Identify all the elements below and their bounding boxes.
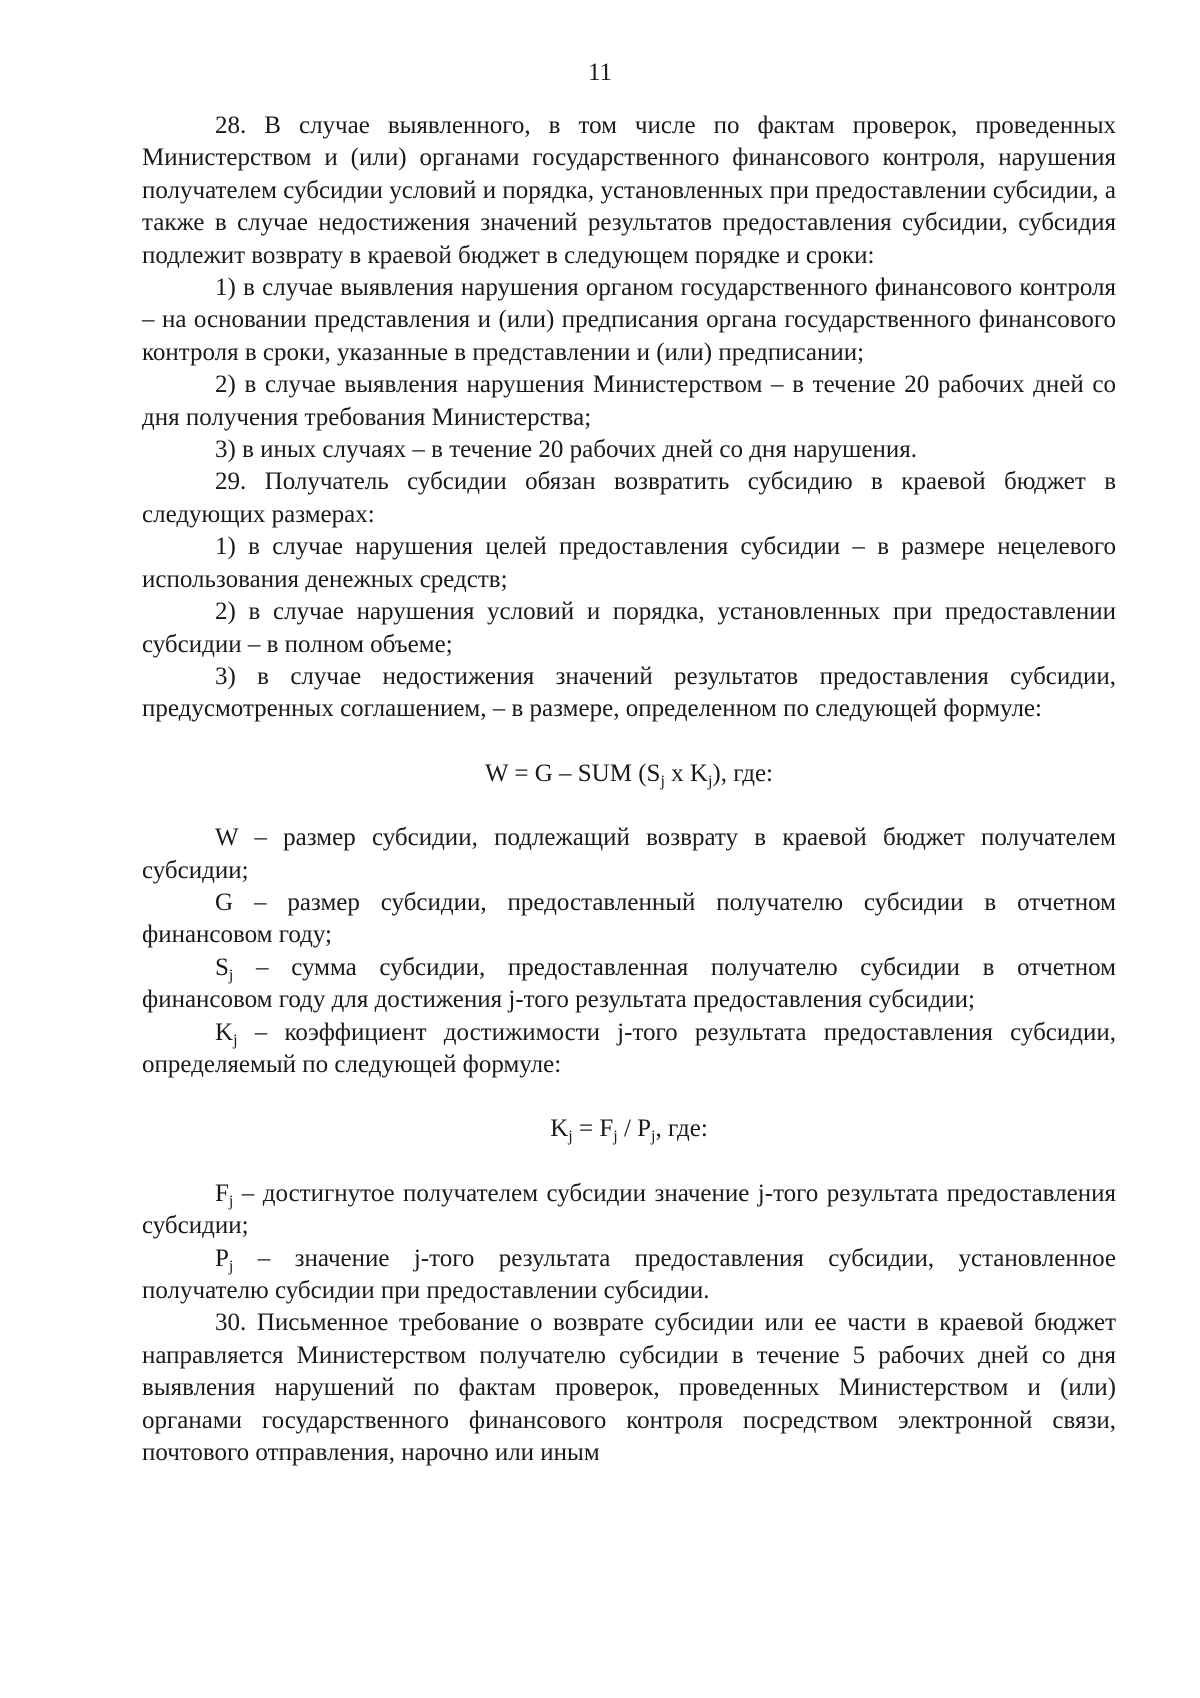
formula-coefficient-sub-2: j bbox=[613, 1128, 618, 1146]
paragraph-29-item-2: 2) в случае нарушения условий и порядка, установленных при предоставлении субсидии – в полном объеме; bbox=[142, 598, 1116, 658]
formula-refund-tail: ), где: bbox=[712, 759, 774, 787]
page-number: 11 bbox=[587, 59, 613, 86]
symbol-k-sub: j bbox=[233, 1031, 238, 1049]
paragraph-28: 28. В случае выявленного, в том числе по фактам проверок, проведенных Министерством и (или) органами государственного финансового контроля, нарушения получателем субсидии условий и порядка, установленных при предоставлении субсидии, а также в случае недостижения значений результатов предоставления субсидии, субсидия подлежит возврату в краевой бюджет в следующем порядке и сроки: bbox=[142, 112, 1116, 269]
symbol-p: P bbox=[215, 1244, 229, 1272]
definition-k-text: – коэффициент достижимости j-того результата предоставления субсидии, определяемый по следующей формуле: bbox=[142, 1018, 1116, 1078]
definition-g: G – размер субсидии, предоставленный получателю субсидии в отчетном финансовом году; bbox=[142, 888, 1116, 949]
formula-coefficient-sub-1: j bbox=[568, 1128, 573, 1146]
formula-coefficient-eq: = F bbox=[572, 1115, 614, 1143]
definition-f bbox=[142, 1178, 1116, 1243]
definition-w: W – размер субсидии, подлежащий возврату в краевой бюджет получателем субсидии; bbox=[142, 824, 1116, 884]
definition-k bbox=[142, 1017, 1116, 1082]
definition-p bbox=[142, 1243, 1116, 1308]
paragraph-28-item-1: 1) в случае выявления нарушения органом государственного финансового контроля – на основании представления и (или) предписания органа государственного финансового контроля в сроки, указанные в представлении и (или) предписании; bbox=[142, 274, 1116, 366]
formula-coefficient-div: / P bbox=[617, 1115, 652, 1143]
symbol-k: K bbox=[215, 1018, 234, 1046]
formula-coefficient-sub-3: j bbox=[651, 1128, 656, 1146]
formula-refund-lhs: W = G – SUM (S bbox=[484, 759, 661, 787]
document-body bbox=[142, 110, 1116, 1469]
symbol-p-sub: j bbox=[228, 1257, 234, 1275]
paragraph-29-item-1: 1) в случае нарушения целей предоставления субсидии – в размере нецелевого использования денежных средств; bbox=[142, 533, 1116, 593]
formula-refund-sub-2: j bbox=[707, 772, 713, 790]
definition-f-text: – достигнутое получателем субсидии значение j-того результата предоставления субсидии; bbox=[142, 1179, 1116, 1240]
formula-coefficient bbox=[142, 1081, 1116, 1177]
formula-coefficient-k: K bbox=[550, 1115, 569, 1143]
symbol-s-sub: j bbox=[228, 966, 234, 984]
definition-p-text: – значение j-того результата предоставления субсидии, установленное получателю субсидии при предоставлении субсидии. bbox=[142, 1244, 1116, 1304]
symbol-f: F bbox=[215, 1179, 229, 1207]
paragraph-29: 29. Получатель субсидии обязан возвратить субсидию в краевой бюджет в следующих размерах: bbox=[142, 468, 1116, 528]
symbol-s: S bbox=[215, 953, 229, 981]
paragraph-28-item-3: 3) в иных случаях – в течение 20 рабочих дней со дня нарушения. bbox=[215, 436, 918, 464]
formula-coefficient-tail: , где: bbox=[655, 1115, 708, 1143]
formula-refund-mid: x K bbox=[664, 759, 708, 787]
formula-refund bbox=[142, 726, 1116, 822]
definition-s-text: – сумма субсидии, предоставленная получателю субсидии в отчетном финансовом году для достижения j-того результата предоставления субсидии; bbox=[142, 953, 1116, 1014]
paragraph-29-item-3: 3) в случае недостижения значений результатов предоставления субсидии, предусмотренных соглашением, – в размере, определенном по следующей формуле: bbox=[142, 662, 1116, 723]
paragraph-28-item-2: 2) в случае выявления нарушения Министерством – в течение 20 рабочих дней со дня получения требования Министерства; bbox=[142, 371, 1116, 431]
symbol-f-sub: j bbox=[228, 1192, 234, 1210]
paragraph-30: 30. Письменное требование о возврате субсидии или ее части в краевой бюджет направляется Министерством получателю субсидии в течение 5 рабочих дней со дня выявления нарушений по фактам проверок, проведенных Министерством и (или) органами государственного финансового контроля посредством электронной связи, почтового отправления, нарочно или иным bbox=[142, 1309, 1116, 1467]
definition-s bbox=[142, 952, 1116, 1017]
formula-refund-sub-1: j bbox=[660, 772, 665, 790]
